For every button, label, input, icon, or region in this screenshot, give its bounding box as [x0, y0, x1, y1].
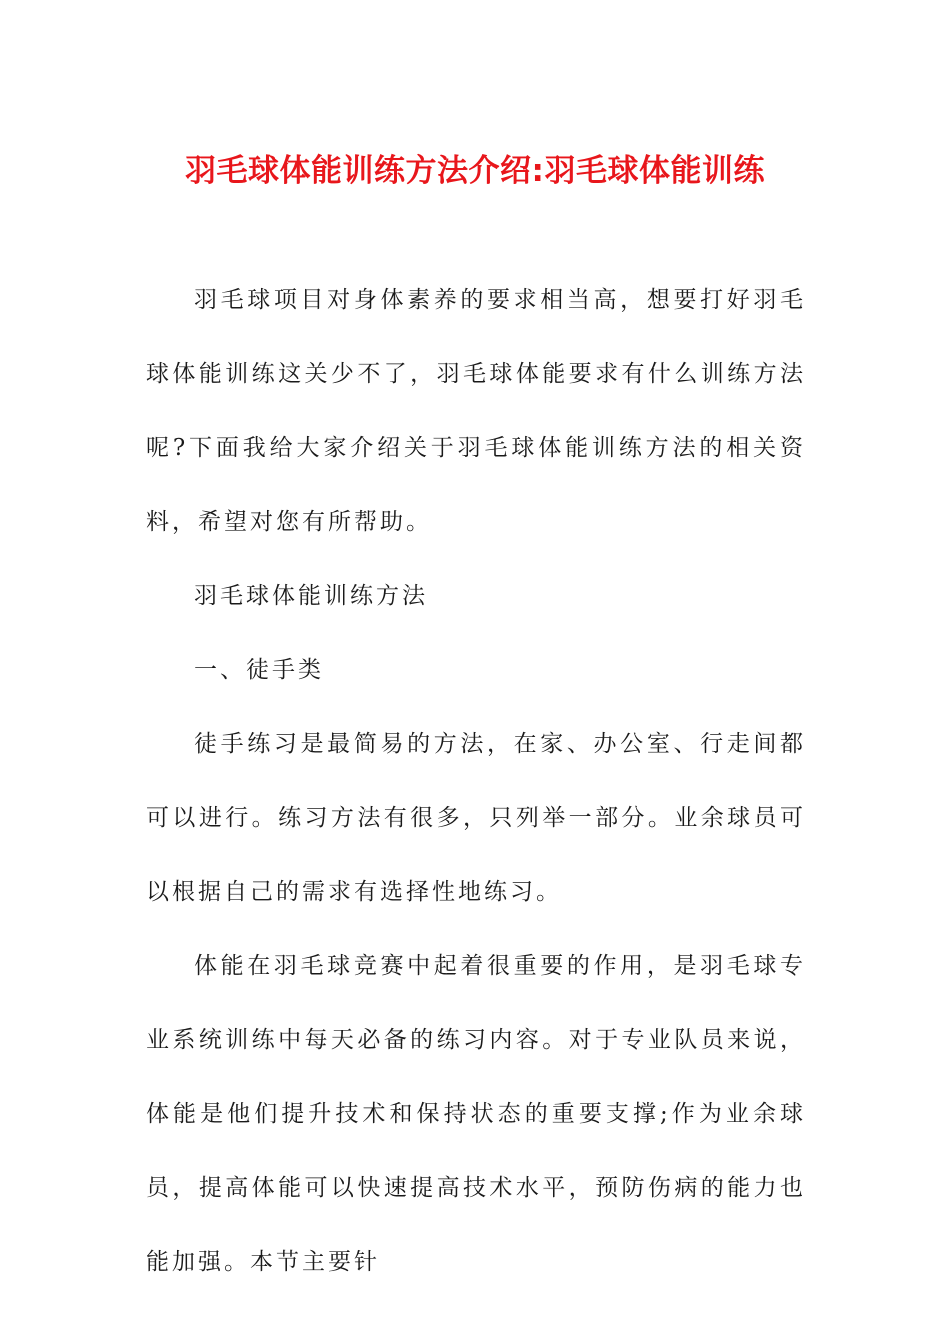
section-heading: 羽毛球体能训练方法 — [194, 583, 428, 609]
document-title: 羽毛球体能训练方法介绍:羽毛球体能训练 — [185, 153, 765, 189]
subsection-heading: 一、徒手类 — [194, 657, 324, 683]
paragraph-freehand: 徒手练习是最简易的方法，在家、办公室、行走间都可以进行。练习方法有很多，只列举一部分。业余球员可以根据自己的需求有选择性地练习。 — [146, 731, 806, 905]
paragraph-intro: 羽毛球项目对身体素养的要求相当高，想要打好羽毛球体能训练这关少不了，羽毛球体能要求有什么训练方法呢?下面我给大家介绍关于羽毛球体能训练方法的相关资料，希望对您有所帮助。 — [146, 287, 806, 535]
paragraph-importance: 体能在羽毛球竞赛中起着很重要的作用，是羽毛球专业系统训练中每天必备的练习内容。对于专业队员来说，体能是他们提升技术和保持状态的重要支撑;作为业余球员，提高体能可以快速提高技术水平，预防伤病的能力也能加强。本节主要针 — [146, 953, 806, 1275]
document-body — [146, 263, 806, 1299]
